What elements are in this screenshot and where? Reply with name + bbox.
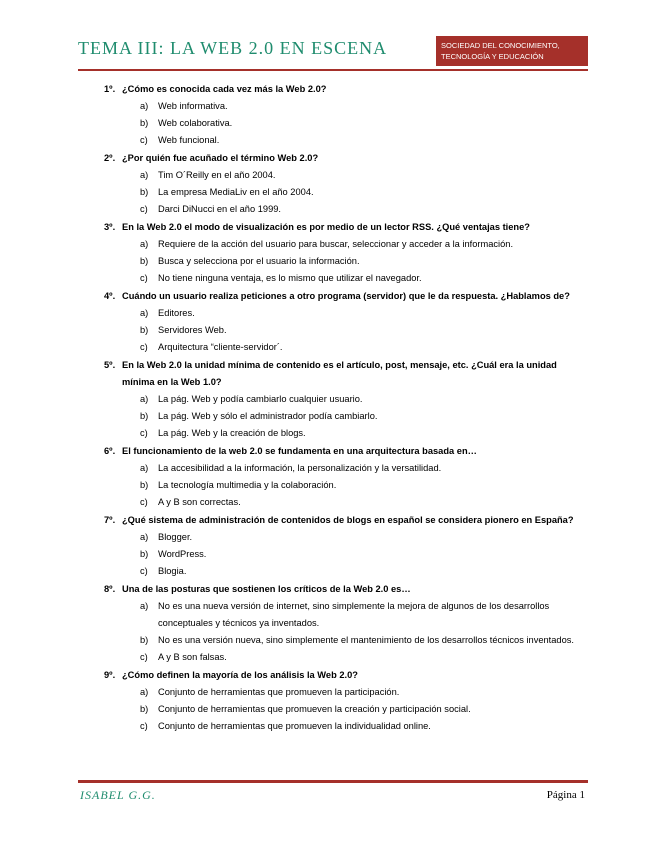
answer-option xyxy=(140,132,584,149)
option-letter: b) xyxy=(140,325,149,335)
option-text: La accesibilidad a la información, la personalización y la versatilidad. xyxy=(158,463,442,473)
option-text: Servidores Web. xyxy=(158,325,227,335)
option-text: No tiene ninguna ventaja, es lo mismo que utilizar el navegador. xyxy=(158,273,422,283)
answer-option xyxy=(140,339,584,356)
option-letter: b) xyxy=(140,635,149,645)
option-letter: a) xyxy=(140,101,149,111)
answer-option xyxy=(140,632,584,649)
question-text: El funcionamiento de la web 2.0 se fundamenta en una arquitectura basada en… xyxy=(122,446,477,456)
option-text: La pág. Web y sólo el administrador podía cambiarlo. xyxy=(158,411,378,421)
option-text: No es una versión nueva, sino simplemente el mantenimiento de los desarrollos técnicos inventados. xyxy=(158,635,575,645)
option-letter: b) xyxy=(140,118,149,128)
answer-option xyxy=(140,115,584,132)
question-6 xyxy=(104,443,584,460)
option-text: Busca y selecciona por el usuario la información. xyxy=(158,256,360,266)
option-text: Web informativa. xyxy=(158,101,228,111)
question-9 xyxy=(104,667,584,684)
option-letter: b) xyxy=(140,256,149,266)
option-letter: c) xyxy=(140,497,148,507)
question-2 xyxy=(104,150,584,167)
question-text: En la Web 2.0 el modo de visualización es por medio de un lector RSS. ¿Qué ventajas tiene? xyxy=(122,222,530,232)
question-4 xyxy=(104,288,584,305)
answer-option xyxy=(140,477,584,494)
option-text: La pág. Web y la creación de blogs. xyxy=(158,428,306,438)
question-3 xyxy=(104,219,584,236)
option-text: La pág. Web y podía cambiarlo cualquier usuario. xyxy=(158,394,363,404)
option-letter: c) xyxy=(140,204,148,214)
question-number: 7º. xyxy=(104,515,116,525)
question-number: 2º. xyxy=(104,153,116,163)
answer-option xyxy=(140,98,584,115)
header-subject-line2: TECNOLOGÍA Y EDUCACIÓN xyxy=(441,52,544,61)
option-text: Web funcional. xyxy=(158,135,220,145)
answer-option xyxy=(140,701,584,718)
answer-option xyxy=(140,494,584,511)
option-letter: a) xyxy=(140,308,149,318)
option-letter: b) xyxy=(140,549,149,559)
answer-option xyxy=(140,322,584,339)
answer-option xyxy=(140,718,584,735)
question-text: Una de las posturas que sostienen los críticos de la Web 2.0 es… xyxy=(122,584,411,594)
answer-option xyxy=(140,201,584,218)
question-5 xyxy=(104,357,584,391)
page-number: Página 1 xyxy=(546,789,585,801)
option-text: Blogia. xyxy=(158,566,187,576)
header-subject-line1: SOCIEDAD DEL CONOCIMIENTO, xyxy=(441,41,560,50)
answer-option xyxy=(140,684,584,701)
option-text: Blogger. xyxy=(158,532,193,542)
option-letter: c) xyxy=(140,273,148,283)
answer-option xyxy=(140,305,584,322)
option-text: Requiere de la acción del usuario para buscar, seleccionar y acceder a la información. xyxy=(158,239,514,249)
question-text: Cuándo un usuario realiza peticiones a otro programa (servidor) que le da respuesta. ¿Hablamos de? xyxy=(122,291,570,301)
option-text: No es una nueva versión de internet, sino simplemente la mejora de algunos de los desarrollos conceptuales y técnicos ya inventados. xyxy=(158,601,550,628)
page-header xyxy=(78,36,588,66)
option-letter: c) xyxy=(140,721,148,731)
option-text: Darci DiNucci en el año 1999. xyxy=(158,204,281,214)
option-letter: c) xyxy=(140,428,148,438)
question-text: ¿Cómo definen la mayoría de los análisis la Web 2.0? xyxy=(122,670,358,680)
question-text: En la Web 2.0 la unidad mínima de contenido es el artículo, post, mensaje, etc. ¿Cuál era la unidad mínima en la Web 1.0? xyxy=(122,360,557,387)
question-7 xyxy=(104,512,584,529)
answer-option xyxy=(140,167,584,184)
answer-option xyxy=(140,391,584,408)
option-letter: c) xyxy=(140,566,148,576)
option-letter: c) xyxy=(140,135,148,145)
question-number: 4º. xyxy=(104,291,116,301)
answer-option xyxy=(140,253,584,270)
option-text: Editores. xyxy=(158,308,195,318)
question-text: ¿Cómo es conocida cada vez más la Web 2.0? xyxy=(122,84,327,94)
option-text: Conjunto de herramientas que promueven la participación. xyxy=(158,687,400,697)
answer-option xyxy=(140,425,584,442)
option-letter: b) xyxy=(140,704,149,714)
answer-option xyxy=(140,649,584,666)
option-text: Tim O´Reilly en el año 2004. xyxy=(158,170,276,180)
option-letter: b) xyxy=(140,411,149,421)
question-number: 9º. xyxy=(104,670,116,680)
option-text: Conjunto de herramientas que promueven la individualidad online. xyxy=(158,721,431,731)
option-text: WordPress. xyxy=(158,549,207,559)
answer-option xyxy=(140,236,584,253)
option-letter: a) xyxy=(140,239,149,249)
option-text: A y B son falsas. xyxy=(158,652,227,662)
question-number: 6º. xyxy=(104,446,116,456)
answer-option xyxy=(140,460,584,477)
answer-option xyxy=(140,563,584,580)
option-letter: a) xyxy=(140,463,149,473)
option-text: Arquitectura “cliente-servidor´. xyxy=(158,342,283,352)
question-1 xyxy=(104,81,584,98)
option-letter: a) xyxy=(140,532,149,542)
option-text: La tecnología multimedia y la colaboración. xyxy=(158,480,337,490)
option-text: Conjunto de herramientas que promueven la creación y participación social. xyxy=(158,704,471,714)
questionnaire xyxy=(104,80,584,735)
header-divider xyxy=(78,69,588,71)
question-number: 8º. xyxy=(104,584,116,594)
question-text: ¿Por quién fue acuñado el término Web 2.0? xyxy=(122,153,319,163)
footer-divider xyxy=(78,780,588,783)
header-subject-box xyxy=(436,36,588,66)
option-letter: a) xyxy=(140,601,149,611)
option-letter: c) xyxy=(140,652,148,662)
answer-option xyxy=(140,408,584,425)
answer-option xyxy=(140,598,584,632)
option-text: A y B son correctas. xyxy=(158,497,241,507)
option-letter: a) xyxy=(140,394,149,404)
answer-option xyxy=(140,546,584,563)
answer-option xyxy=(140,184,584,201)
footer-author: ISABEL G.G. xyxy=(80,788,156,802)
option-text: Web colaborativa. xyxy=(158,118,233,128)
question-number: 1º. xyxy=(104,84,116,94)
option-letter: c) xyxy=(140,342,148,352)
question-text: ¿Qué sistema de administración de contenidos de blogs en español se considera pionero en España? xyxy=(122,515,574,525)
question-number: 3º. xyxy=(104,222,116,232)
option-letter: b) xyxy=(140,480,149,490)
option-letter: b) xyxy=(140,187,149,197)
page-title: TEMA III: LA WEB 2.0 EN ESCENA xyxy=(78,38,388,58)
answer-option xyxy=(140,270,584,287)
option-text: La empresa MediaLiv en el año 2004. xyxy=(158,187,314,197)
answer-option xyxy=(140,529,584,546)
question-8 xyxy=(104,581,584,598)
option-letter: a) xyxy=(140,687,149,697)
option-letter: a) xyxy=(140,170,149,180)
question-number: 5º. xyxy=(104,360,116,370)
